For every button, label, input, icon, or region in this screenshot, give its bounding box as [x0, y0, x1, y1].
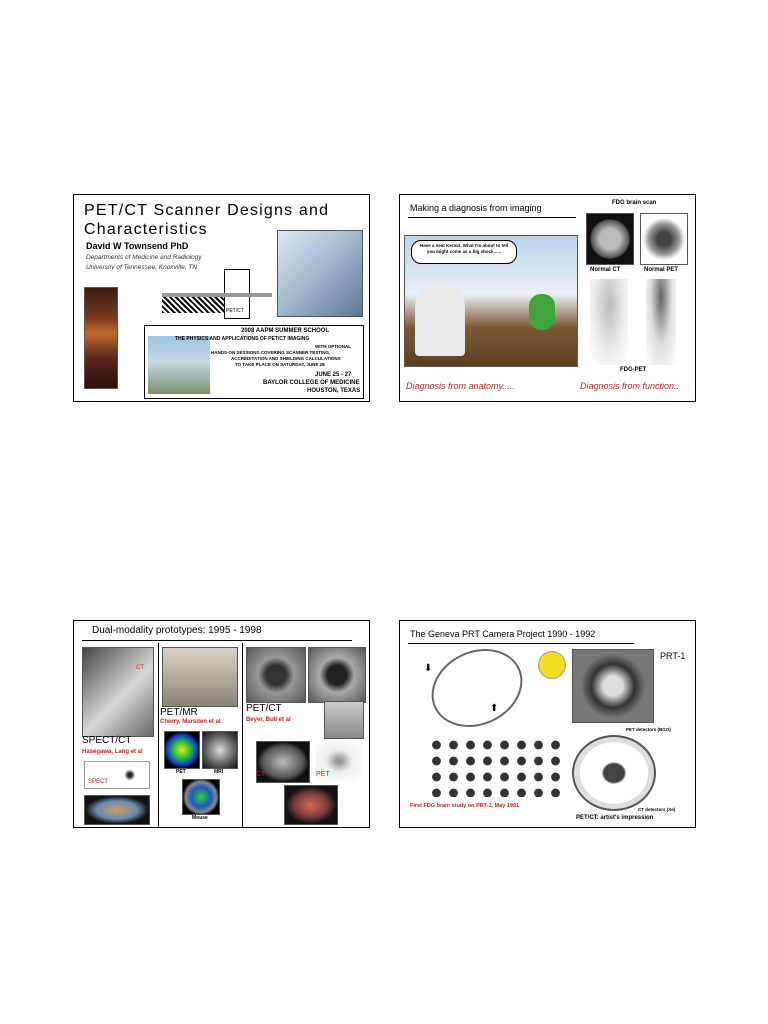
rotation-arrow-up-icon: ⬆	[490, 703, 499, 714]
aapm-city: HOUSTON, TEXAS	[307, 388, 361, 394]
prt1-label: PRT-1	[660, 651, 686, 661]
fdg-brain-scan-label: FDG brain scan	[612, 200, 657, 206]
rotation-arrow-down-icon: ⬇	[424, 663, 433, 674]
pet-ct-small-scanner	[324, 701, 364, 739]
aapm-line2: THE PHYSICS AND APPLICATIONS OF PET/CT IMAGING	[175, 336, 310, 342]
pet-mr-label: PET/MR	[160, 707, 198, 718]
pet-ct-scanner-photo-left	[246, 647, 306, 703]
scanner-diagram	[162, 265, 272, 321]
cartoon-doctor-kermit	[404, 235, 578, 367]
aapm-line6: TO TAKE PLACE ON SATURDAY, JUNE 28	[235, 362, 325, 367]
mri-mouse-image	[202, 731, 238, 769]
slide-4-title: The Geneva PRT Camera Project 1990 - 1992	[410, 629, 596, 639]
pet-ct-fused-image	[284, 785, 338, 825]
ct-small-label: CT	[256, 771, 266, 778]
slide-1	[73, 194, 370, 402]
spect-ct-fused-image	[84, 795, 150, 825]
brain-study-grid	[428, 737, 564, 797]
author-name: David W Townsend PhD	[86, 241, 189, 251]
pet-detectors-label: PET detectors (BGO)	[626, 727, 671, 732]
aapm-college: BAYLOR COLLEGE OF MEDICINE	[263, 380, 360, 386]
department: Departments of Medicine and Radiology	[86, 254, 202, 261]
slide-3-title: Dual-modality prototypes: 1995 - 1998	[92, 625, 262, 636]
artist-impression-caption: PET/CT: artist's impression	[576, 815, 654, 821]
aapm-dates: JUNE 25 - 27	[315, 372, 352, 378]
slide-4	[399, 620, 696, 828]
campus-photo	[148, 336, 210, 394]
spect-ct-label: SPECT/CT	[82, 735, 132, 746]
aapm-announcement	[144, 325, 364, 399]
aapm-line5: ACCREDITATION AND SHIELDING CALCULATIONS	[231, 356, 341, 361]
spect-ct-scanner-photo	[82, 647, 154, 737]
aapm-line4: HANDS-ON SESSIONS COVERING SCANNER TESTING,	[211, 350, 331, 355]
aapm-line3: WITH OPTIONAL	[315, 344, 351, 349]
artist-impression-drawing	[572, 735, 656, 811]
slide-1-title: PET/CT Scanner Designs and Characteristics	[84, 202, 330, 238]
pet-ct-scanner-photo-right	[308, 647, 366, 703]
pet-mouse-image	[164, 731, 200, 769]
slide-2-title: Making a diagnosis from imaging	[410, 203, 542, 213]
speech-text: Have a seat Kermit. What I'm about to tell you might come as a big shock......	[419, 243, 509, 254]
spect-ct-authors: Hasegawa, Lang et al	[82, 749, 143, 755]
fdg-pet-front-image	[590, 279, 628, 365]
normal-pet-image	[640, 213, 688, 265]
normal-ct-image	[586, 213, 634, 265]
normal-pet-label: Normal PET	[644, 267, 679, 273]
pet-ct-authors: Beyer, Bull et al	[246, 717, 291, 723]
slide-3	[73, 620, 370, 828]
aapm-line1: 2008 AAPM SUMMER SCHOOL	[241, 328, 330, 334]
pet-mr-authors: Cherry, Marsden et al	[160, 719, 221, 725]
mouse-caption: Mouse	[192, 815, 208, 821]
mouse-fused-image	[182, 779, 220, 815]
prt1-scanner-photo	[572, 649, 654, 723]
petct-diagram-label: PET/CT	[226, 308, 244, 314]
spect-label: SPECT	[88, 779, 109, 785]
slide-2	[399, 194, 696, 402]
whole-body-scan-image	[84, 287, 118, 389]
doctor-figure	[415, 286, 465, 356]
prt-gantry-drawing	[419, 635, 535, 742]
pet-ct-label: PET/CT	[246, 703, 282, 714]
scanner-photo	[277, 230, 363, 317]
fdg-pet-label: FDG-PET	[620, 367, 647, 373]
university: University of Tennessee, Knoxville, TN	[86, 264, 198, 271]
ct-detectors-label: CT detectors (Xe)	[638, 807, 676, 812]
mri-caption: MRI	[214, 769, 224, 775]
fdg-pet-side-image	[646, 279, 676, 365]
ct-label: CT	[136, 665, 144, 671]
first-fdg-study-caption: First FDG brain study on PRT-1, May 1991	[410, 803, 520, 809]
diagnosis-function: Diagnosis from function..	[580, 381, 680, 391]
kermit-figure	[529, 294, 555, 330]
normal-ct-label: Normal CT	[590, 267, 621, 273]
mascot-lightbulb-icon	[538, 651, 566, 679]
pet-mr-scanner-photo	[162, 647, 238, 707]
pet-small-label: PET	[316, 771, 330, 778]
diagnosis-anatomy: Diagnosis from anatomy.....	[406, 381, 515, 391]
pet-caption: PET	[176, 769, 186, 775]
